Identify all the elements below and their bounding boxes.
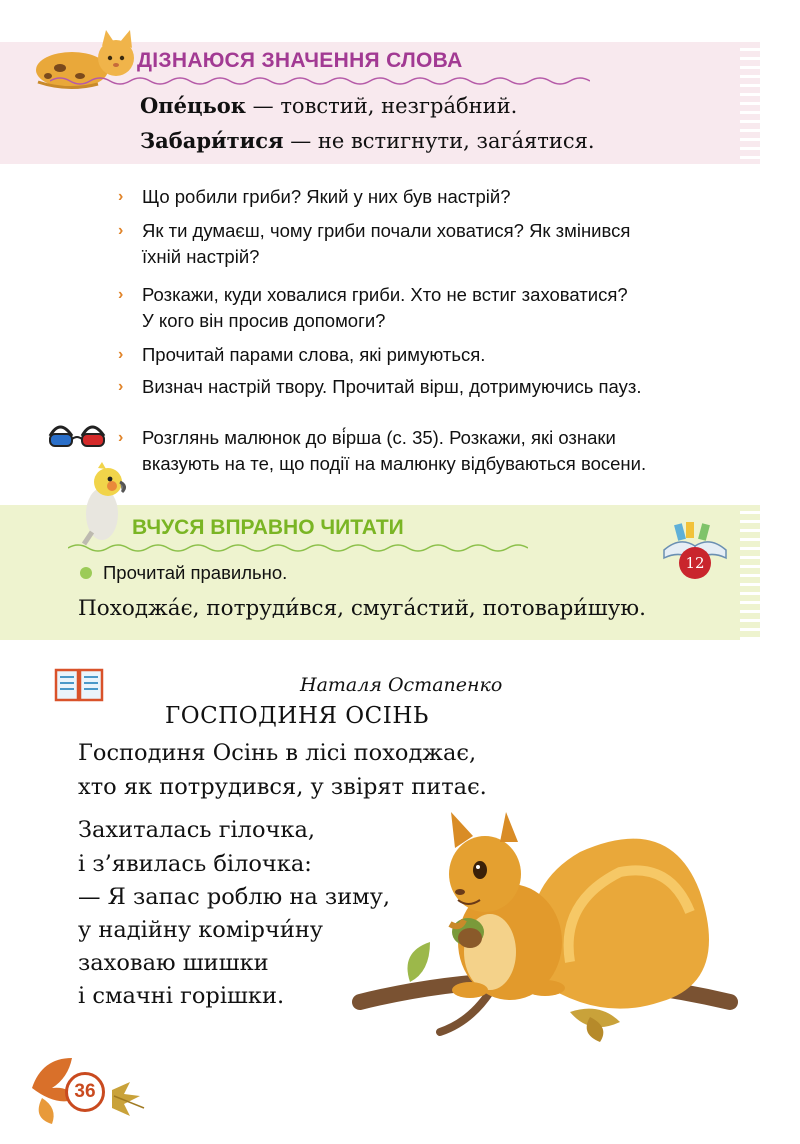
poem-line: — Я запас роблю на зиму, [78,884,391,910]
torn-edge [740,42,760,164]
bullet-arrow-icon: › [118,346,124,363]
vocab-term: Опе́цьок [140,93,246,118]
question-text: Розкажи, куди ховалися гриби. Хто не встиг заховатися? [142,284,628,305]
poem-line: і смачні горішки. [78,983,285,1009]
glasses-icon [46,418,108,448]
squirrel-illustration [340,812,750,1042]
poem-line: хто як потрудився, у звірят питає. [78,774,487,800]
question-item [118,282,758,334]
poem-line: заховаю шишки [78,950,269,976]
poem-line: і з’явилась білочка: [78,851,312,877]
vocab-entry [140,93,517,118]
poem-title: ГОСПОДИНЯ ОСІНЬ [165,703,429,729]
poem-line: Господиня Осінь в лісі походжає, [78,740,477,766]
bullet-arrow-icon: › [118,222,124,239]
question-text: вказують на те, що події на малюнку відбуваються восени. [142,453,647,474]
bullet-dot-icon [80,567,92,579]
poem-author: Наталя Остапенко [300,674,503,696]
question-item [118,374,758,400]
bullet-arrow-icon: › [118,429,124,446]
question-item [118,342,758,368]
page-number: 36 [65,1072,105,1112]
practice-heading: ВЧУСЯ ВПРАВНО ЧИТАТИ [132,516,404,539]
vocab-entry [140,128,595,153]
practice-task: Прочитай правильно. [103,562,288,583]
bullet-arrow-icon: › [118,286,124,303]
bullet-arrow-icon: › [118,378,124,395]
vocab-definition: — не встигнути, зага́ятися. [283,129,595,153]
question-item [118,218,758,270]
vocab-heading: ДІЗНАЮСЯ ЗНАЧЕННЯ СЛОВА [137,49,463,72]
vocab-term: Забари́тися [140,128,284,153]
vocab-definition: — товстий, незгра́бний. [245,94,518,118]
bullet-arrow-icon: › [118,188,124,205]
practice-words: Походжа́є, потруди́вся, смуга́стий, потовари́шую. [78,596,646,621]
question-text: їхній настрій? [142,246,260,267]
wavy-underline [50,74,590,88]
torn-edge [740,505,760,640]
parrot-icon [72,462,134,546]
question-text: Прочитай парами слова, які римуються. [142,344,486,365]
question-item [118,425,778,477]
question-text: Як ти думаєш, чому гриби почали ховатися? Як змінився [142,220,631,241]
poem-line: Захиталась гілочка, [78,817,316,843]
poem-line: у надійну комірчи́ну [78,917,324,943]
question-text: Визнач настрій твору. Прочитай вірш, дотримуючись пауз. [142,376,642,397]
page-badge: 12 [679,547,711,579]
book-icon [54,666,104,702]
question-text: Що робили гриби? Який у них був настрій? [142,186,511,207]
question-text: Розглянь малюнок до ві́рша (с. 35). Розкажи, які ознаки [142,427,616,448]
question-item [118,184,758,210]
question-text: У кого він просив допомоги? [142,310,386,331]
wavy-underline [68,541,528,555]
